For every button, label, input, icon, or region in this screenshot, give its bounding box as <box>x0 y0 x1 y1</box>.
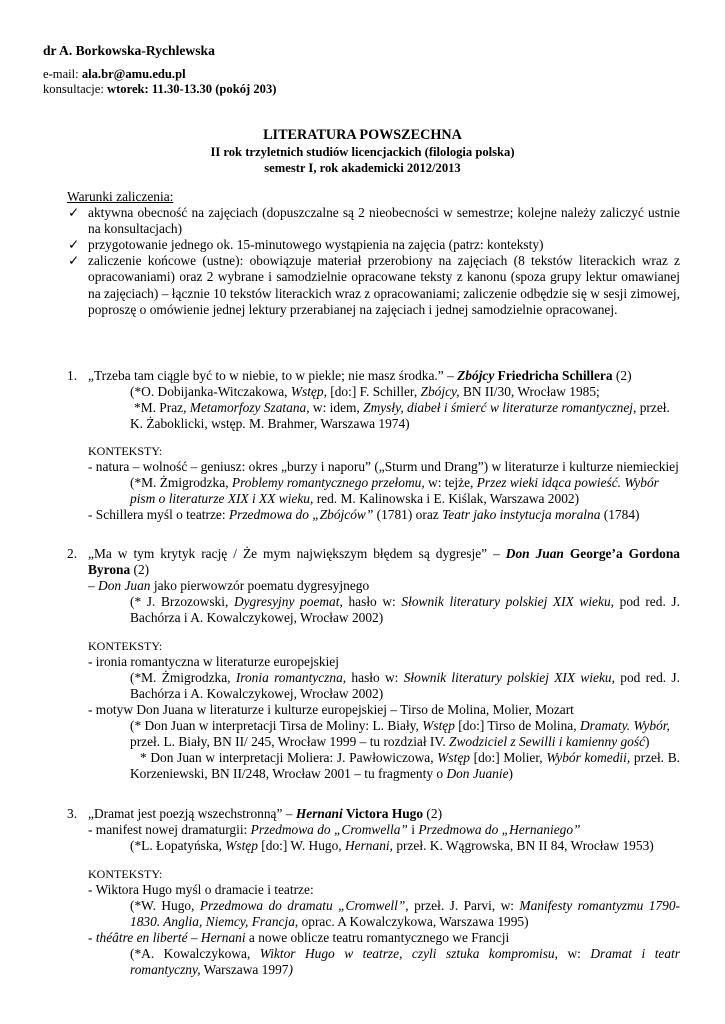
context-item: - Wiktora Hugo myśl o dramacie i teatrze: <box>88 882 314 897</box>
reference-line: Bachórza i A. Kowalczykowej, Wrocław 2002) <box>130 610 384 625</box>
ref-text: przeł. K. Wągrowska, BN II 84, Wrocław 1953) <box>392 838 654 853</box>
reference-line <box>140 750 680 766</box>
ref-title: Dygresyjny poemat, <box>233 594 343 609</box>
section-2-heading-cont <box>88 562 149 578</box>
context-item: - ironia romantyczna w literaturze europejskiej <box>88 654 339 669</box>
context-item <box>88 507 639 523</box>
ref-text: ) <box>508 766 514 781</box>
ref-text: przeł. L. Biały, BN II/ 245, Wrocław 1999 – tu rozdział IV. <box>130 734 450 749</box>
section-quote: „Ma w tym krytyk rację / Że mym największym błędem są dygresje” – <box>88 546 506 561</box>
ref-text: - <box>88 930 96 945</box>
ref-title: Wstęp <box>225 838 258 853</box>
conditions-heading: Warunki zaliczenia: <box>67 189 174 204</box>
ref-text: pod red. J. <box>614 670 680 685</box>
ref-title: Dramaty. Wybór, <box>579 718 670 733</box>
reference-line: Bachórza i A. Kowalczykowej, Wrocław 2002) <box>130 686 384 701</box>
ref-text: [do:] Molier, <box>469 750 547 765</box>
ref-title: Hernani, <box>344 838 393 853</box>
checkmark-icon: ✓ <box>68 205 80 220</box>
ref-text: - manifest nowej dramaturgii: <box>88 822 251 837</box>
checkmark-icon: ✓ <box>68 253 80 268</box>
email-line <box>43 66 186 82</box>
section-number: 3. <box>67 806 78 821</box>
condition-item <box>68 205 680 238</box>
work-title: Zbójcy <box>457 368 495 383</box>
reference-line <box>130 766 513 782</box>
subtitle-study: II rok trzyletnich studiów licencjackich (filologia polska) <box>210 145 515 159</box>
ref-title: Problemy romantycznego przełomu, <box>231 475 425 490</box>
ref-text: (*M. Żmigrodzka, <box>130 670 236 685</box>
context-item: - motyw Don Juana w literaturze i kulturze europejskiej – Tirso de Molina, Molier, Mozart <box>88 702 574 717</box>
consultation-label: konsultacje: <box>43 82 108 96</box>
ref-title: Zmysły, diabeł i śmierć w literaturze romantycznej, <box>363 400 637 415</box>
ref-title: Wybór komedii, <box>546 750 631 765</box>
work-title: Don Juan <box>505 546 564 561</box>
section-1-heading <box>88 368 632 384</box>
section-number: 1. <box>67 368 78 383</box>
ref-text: (*O. Dobijanka-Witczakowa, <box>130 384 291 399</box>
ref-text: jako pierwowzór poematu dygresyjnego <box>150 578 370 593</box>
condition-text: zaliczenie końcowe (ustne): obowiązuje materiał przerobiony na zajęciach (8 tekstów literackich wraz z opracowaniami) oraz 2 wybrane i samodzielnie opracowane teksty z kanonu (spoza grupy lektur omawianej na zajęciach) – łącznie 10 tekstów literackich wraz z opracowaniami; zaliczenie odbędzie się w sesji zimowej, poproszę o omówienie jednej lektury przerabianej na zajęciach i jednej samodzielnie opracowanej. <box>88 253 680 318</box>
ref-title: Don Juanie <box>446 766 509 781</box>
consultation-value: wtorek: 11.30-13.30 (pokój 203) <box>107 82 277 96</box>
ref-text: , w: <box>554 946 591 961</box>
ref-text: Warszawa 1997 <box>200 962 289 977</box>
section-note <box>88 822 581 838</box>
ref-text: [do:] W. Hugo, <box>257 838 345 853</box>
reference-line <box>130 898 680 914</box>
ref-text: hasło w: <box>342 594 402 609</box>
ref-text: (*M. Żmigrodzka, <box>130 475 232 490</box>
condition-text: przygotowanie jednego ok. 15-minutowego wystąpienia na zajęcia (patrz: konteksty) <box>88 237 544 252</box>
konteksty-label: KONTEKSTY: <box>88 639 163 653</box>
condition-item <box>68 237 680 253</box>
ref-text: - Schillera myśl o teatrze: <box>88 507 229 522</box>
konteksty-label: KONTEKSTY: <box>88 444 163 458</box>
ref-text: *M. Praz, <box>134 400 190 415</box>
ref-text: (*A. Kowalczykowa, <box>130 946 260 961</box>
author-name: dr A. Borkowska-Rychlewska <box>43 43 215 58</box>
ref-title: Słownik literatury polskiej XIX wieku, <box>401 594 614 609</box>
work-author: Friedricha Schillera <box>494 368 613 383</box>
ref-title: Przedmowa do „Hernaniego” <box>418 822 581 837</box>
ref-title: Wiktor Hugo w teatrze, czyli sztuka kompromisu <box>259 946 555 961</box>
work-author: Byrona <box>88 562 131 577</box>
ref-title: Zwodziciel z Sewilli i kamienny gość <box>449 734 646 749</box>
condition-text: aktywna obecność na zajęciach (dopuszczalne są 2 nieobecności w semestrze; kolejne należy zaliczyć ustnie na konsultacjach) <box>88 205 680 237</box>
ref-text: [do:] F. Schiller, <box>326 384 421 399</box>
ref-title: pism o literaturze XIX i XX wieku, <box>130 491 314 506</box>
ref-title: Ironia romantyczna, <box>235 670 347 685</box>
condition-item <box>68 253 680 319</box>
ref-title: Słownik literatury polskiej XIX wieku, <box>403 670 615 685</box>
subtitle-semester: semestr I, rok akademicki 2012/2013 <box>264 161 461 175</box>
context-item <box>88 930 509 946</box>
konteksty-label: KONTEKSTY: <box>88 867 163 881</box>
ref-text: * Don Juan w interpretacji Moliera: J. Pawłowiczowa, <box>140 750 438 765</box>
work-author: George’a Gordona <box>563 546 680 561</box>
ref-text: (1784) <box>600 507 640 522</box>
section-note <box>88 578 369 594</box>
section-number: 2. <box>67 546 78 561</box>
ref-title: Wstęp, <box>290 384 327 399</box>
consultation-line <box>43 81 276 97</box>
ref-text: (*L. Łopatyńska, <box>130 838 226 853</box>
ref-text: red. M. Kalinowska i E. Kiślak, Warszawa 2002) <box>313 491 580 506</box>
session-count: (2) <box>612 368 632 383</box>
context-item: - natura – wolność – geniusz: okres „burzy i naporu” („Sturm und Drang”) w literaturze i kulturze niemieckiej <box>88 459 679 474</box>
work-title: Hernani <box>295 806 343 821</box>
ref-text: przeł. <box>636 400 670 415</box>
ref-text: pod red. J. <box>613 594 680 609</box>
page-title: LITERATURA POWSZECHNA <box>263 127 462 143</box>
section-quote: „Dramat jest poezją wszechstronną” – <box>88 806 296 821</box>
ref-title: Wstęp <box>422 718 455 733</box>
ref-title: Manifesty romantyzmu 1790- <box>519 898 681 913</box>
ref-title: Dramat i teatr <box>590 946 680 961</box>
ref-text: , w: idem, <box>306 400 364 415</box>
ref-title: Wstęp <box>437 750 470 765</box>
work-author: Victora Hugo <box>342 806 424 821</box>
section-3-heading <box>88 806 442 822</box>
ref-text: – <box>88 578 99 593</box>
ref-title: 1830. Anglia, Niemcy, Francja <box>130 914 295 929</box>
ref-text: przeł. B. <box>630 750 680 765</box>
reference-line <box>130 946 680 962</box>
section-quote: „Trzeba tam ciągle być to w niebie, to w piekle; nie masz środka.” – <box>88 368 458 383</box>
ref-text: BN II/30, Wrocław 1985; <box>459 384 600 399</box>
ref-text: (*W. Hugo, <box>130 898 200 913</box>
ref-text: (1781) oraz <box>373 507 443 522</box>
reference-line <box>130 384 600 400</box>
checkmark-icon: ✓ <box>68 237 80 252</box>
ref-text: w: tejże, <box>424 475 477 490</box>
ref-title: Metamorfozy Szatana <box>189 400 307 415</box>
ref-text: przeł. J. Parvi, w: <box>408 898 520 913</box>
ref-title: théâtre en liberté – Hernani <box>95 930 246 945</box>
reference-line <box>130 838 654 854</box>
reference-line <box>130 491 579 507</box>
ref-title: Przedmowa do „Cromwella” <box>250 822 408 837</box>
reference-line <box>130 594 680 610</box>
reference-line <box>130 914 529 930</box>
session-count: (2) <box>423 806 443 821</box>
ref-title: Teatr jako instytucja moralna <box>442 507 601 522</box>
ref-title: romantyczny, <box>130 962 201 977</box>
section-2-heading <box>88 546 680 562</box>
ref-text: (* Don Juan w interpretacji Tirsa de Moliny: L. Biały, <box>130 718 423 733</box>
reference-line <box>130 734 650 750</box>
session-count: (2) <box>130 562 150 577</box>
ref-title: Przez wieki idąca powieść. Wybór <box>476 475 659 490</box>
email-value: ala.br@amu.edu.pl <box>81 67 186 81</box>
ref-title: Don Juan <box>98 578 151 593</box>
ref-text: [do:] Tirso de Molina, <box>454 718 580 733</box>
reference-line: K. Żaboklicki, wstęp. M. Brahmer, Warszawa 1974) <box>130 416 410 431</box>
ref-text: ) <box>645 734 650 749</box>
reference-line <box>130 718 680 734</box>
reference-line <box>134 400 680 416</box>
ref-text: i <box>407 822 419 837</box>
ref-text: hasło w: <box>346 670 404 685</box>
ref-title: Zbójcy, <box>420 384 460 399</box>
email-label: e-mail: <box>43 67 82 81</box>
ref-text: , oprac. A Kowalczykowa, Warszawa 1995) <box>294 914 529 929</box>
ref-text: (* J. Brzozowski, <box>130 594 234 609</box>
reference-line <box>130 670 680 686</box>
ref-title: ) <box>288 962 293 977</box>
ref-text: Korzeniewski, BN II/248, Wrocław 2001 – tu fragmenty o <box>130 766 447 781</box>
reference-line <box>130 475 659 491</box>
ref-title: Przedmowa do „Zbójców” <box>228 507 374 522</box>
reference-line <box>130 962 293 978</box>
ref-text: a nowe oblicze teatru romantycznego we Francji <box>245 930 510 945</box>
ref-title: Przedmowa do dramatu „Cromwell”, <box>199 898 409 913</box>
